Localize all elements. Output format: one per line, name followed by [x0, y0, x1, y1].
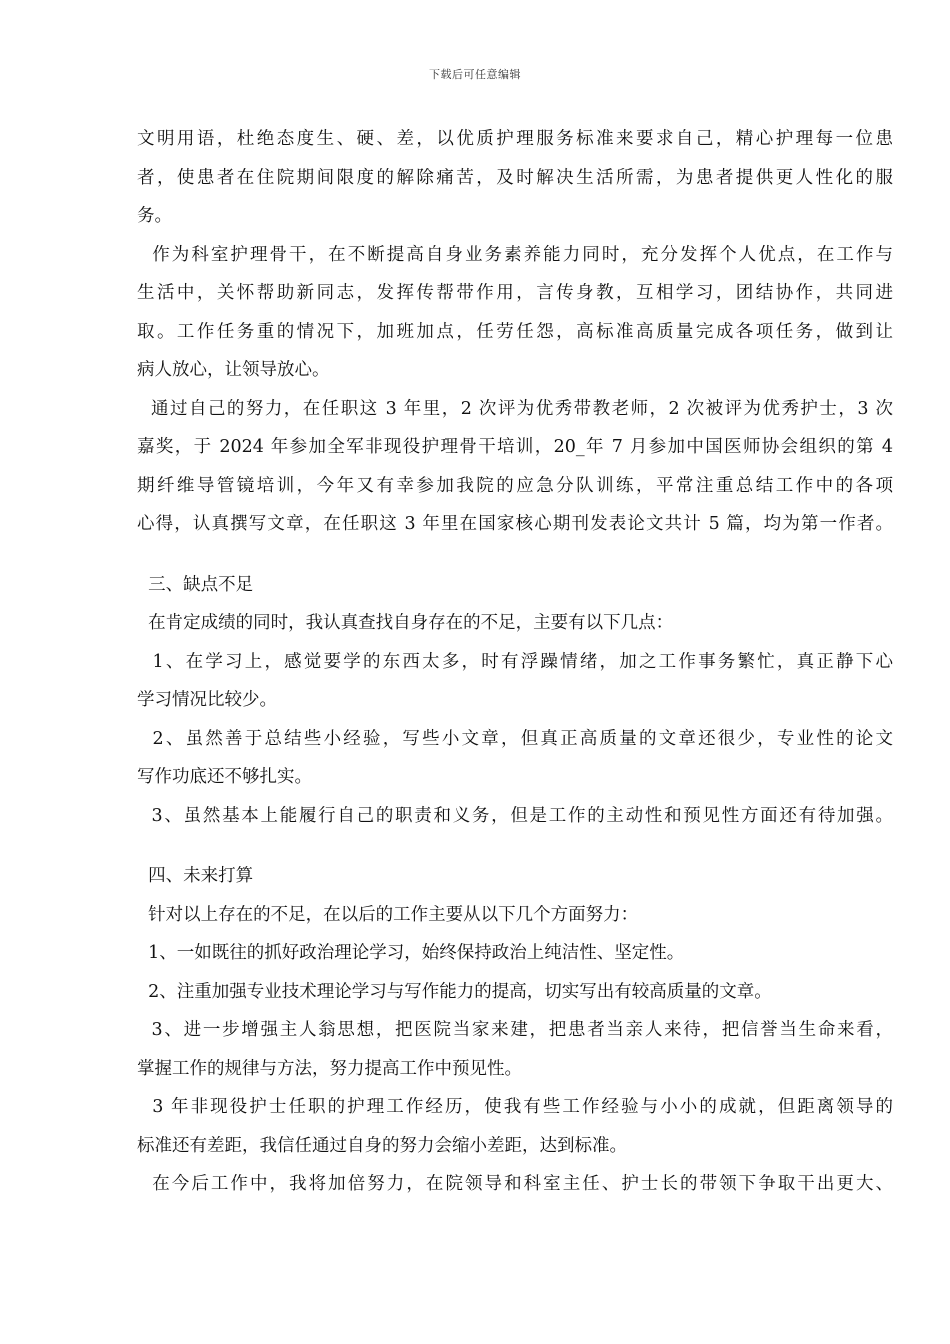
text-line: 取。工作任务重的情况下，加班加点，任劳任怨，高标准高质量完成各项任务，做到让 [137, 321, 893, 342]
paragraph [137, 236, 893, 390]
text-line: 学习情况比较少。 [137, 690, 277, 710]
text-line: 1、一如既往的抓好政治理论学习，始终保持政治上纯洁性、坚定性。 [137, 943, 685, 963]
text-line: 标准还有差距，我信任通过自身的努力会缩小差距，达到标准。 [137, 1135, 627, 1156]
text-line: 务。 [137, 206, 172, 226]
document-body [137, 120, 893, 1204]
text-line: 文明用语，杜绝态度生、硬、差，以优质护理服务标准来要求自己，精心护理每一位患 [137, 129, 893, 149]
text-line: 四、未来打算 [137, 866, 254, 886]
text-line: 嘉奖，于 2024 年参加全军非现役护理骨干培训，20_年 7 月参加中国医师协会组织的第 4 [137, 437, 893, 457]
paragraph [137, 544, 893, 836]
text-line: 作为科室护理骨干，在不断提高自身业务素养能力同时，充分发挥个人优点，在工作与 [137, 244, 893, 265]
text-line: 在肯定成绩的同时，我认真查找自身存在的不足，主要有以下几点： [137, 613, 674, 633]
paragraph [137, 120, 893, 236]
text-line: 1、在学习上，感觉要学的东西太多，时有浮躁情绪，加之工作事务繁忙，真正静下心 [137, 651, 893, 672]
section-spacer [137, 835, 893, 857]
page-header: 下载后可任意编辑 [429, 68, 521, 81]
text-line: 2、虽然善于总结些小经验，写些小文章，但真正高质量的文章还很少，专业性的论文 [137, 728, 893, 749]
section-spacer [137, 544, 893, 566]
paragraph [137, 390, 893, 544]
text-line: 2、注重加强专业技术理论学习与写作能力的提高，切实写出有较高质量的文章。 [137, 981, 772, 1002]
text-line: 通过自己的努力，在任职这 3 年里，2 次评为优秀带教老师，2 次被评为优秀护士，3 次 [137, 398, 893, 419]
text-line: 3、虽然基本上能履行自己的职责和义务，但是工作的主动性和预见性方面还有待加强。 [137, 805, 893, 826]
text-line: 3、进一步增强主人翁思想，把医院当家来建，把患者当亲人来待，把信誉当生命来看， [137, 1020, 893, 1040]
text-line: 心得，认真撰写文章，在任职这 3 年里在国家核心期刊发表论文共计 5 篇，均为第一作者。 [137, 514, 893, 534]
text-line: 掌握工作的规律与方法，努力提高工作中预见性。 [137, 1058, 522, 1079]
text-line: 期纤维导管镜培训，今年又有幸参加我院的应急分队训练，平常注重总结工作中的各项 [137, 475, 893, 496]
text-line: 者，使患者在住院期间限度的解除痛苦，及时解决生活所需，为患者提供更人性化的服 [137, 167, 893, 188]
text-line: 病人放心，让领导放心。 [137, 360, 330, 380]
text-line: 写作功底还不够扎实。 [137, 767, 312, 787]
text-line: 三、缺点不足 [137, 574, 254, 595]
text-line: 在今后工作中，我将加倍努力，在院领导和科室主任、护士长的带领下争取干出更大、 [137, 1174, 893, 1194]
text-line: 针对以上存在的不足，在以后的工作主要从以下几个方面努力： [137, 904, 639, 925]
text-line: 3 年非现役护士任职的护理工作经历，使我有些工作经验与小小的成就，但距离领导的 [137, 1097, 893, 1117]
paragraph [137, 835, 893, 1204]
text-line: 生活中，关怀帮助新同志，发挥传帮带作用，言传身教，互相学习，团结协作，共同进 [137, 283, 893, 303]
